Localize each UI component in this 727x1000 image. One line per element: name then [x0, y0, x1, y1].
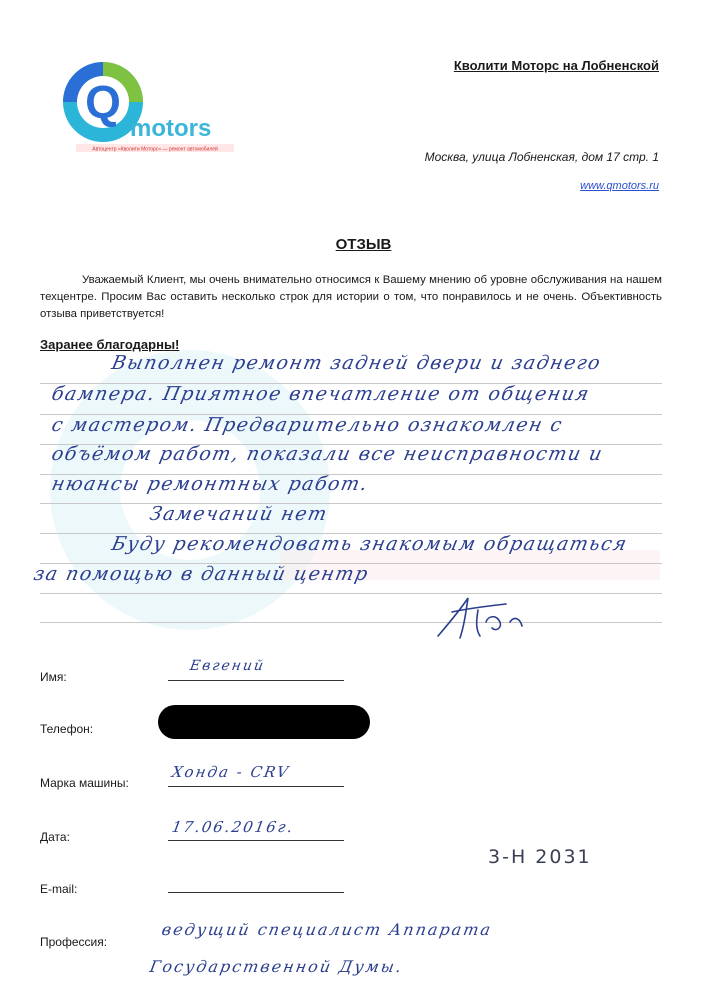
ruled-line — [40, 503, 662, 504]
company-name: Кволити Моторс на Лобненской — [453, 58, 659, 73]
car-line — [168, 786, 344, 787]
signature — [430, 592, 540, 644]
review-line: Замечаний нет — [147, 503, 330, 525]
car-label: Марка машины: — [40, 776, 129, 790]
phone-label: Телефон: — [40, 722, 94, 736]
name-line — [168, 680, 344, 681]
intro-text: Уважаемый Клиент, мы очень внимательно относимся к Вашему мнению об уровне обслуживания на нашем техцентре. Просим Вас оставить несколько строк для истории о том, что понравилось и не очень. Объективность отзыва приветствуется! — [40, 274, 662, 320]
ruled-line — [40, 622, 662, 623]
review-line: за помощью в данный центр — [31, 563, 372, 585]
profession-value-line1: ведущий специалист Аппарата — [160, 920, 494, 939]
watermark-logo — [40, 320, 680, 680]
date-label: Дата: — [40, 830, 70, 844]
company-address: Москва, улица Лобненская, дом 17 стр. 1 — [424, 150, 659, 164]
review-line: нюансы ремонтных работ. — [49, 473, 371, 495]
review-line: бампера. Приятное впечатление от общения — [49, 383, 593, 405]
car-value: Хонда - CRV — [170, 763, 292, 781]
review-line: Выполнен ремонт задней двери и заднего — [109, 352, 604, 374]
review-line: объёмом работ, показали все неисправности и — [49, 443, 606, 465]
redaction-block — [158, 705, 370, 739]
profession-label: Профессия: — [40, 935, 108, 949]
logo-wordmark: motors — [130, 115, 212, 142]
name-value: Евгений — [188, 658, 267, 674]
form-title: ОТЗЫВ — [335, 236, 392, 253]
review-line: с мастером. Предварительно ознакомлен с — [49, 414, 566, 436]
profession-value-line2: Государственной Думы. — [148, 957, 405, 976]
email-label: E-mail: — [40, 882, 78, 896]
website-link[interactable]: www.qmotors.ru — [580, 180, 659, 192]
qmotors-logo — [58, 58, 248, 163]
email-line — [168, 892, 344, 893]
logo-letter: Q — [85, 76, 121, 128]
date-line — [168, 840, 344, 841]
name-label: Имя: — [40, 670, 67, 684]
thanks-heading: Заранее благодарны! — [40, 337, 180, 352]
registration-number: 3-Н 2031 — [488, 846, 592, 868]
date-value: 17.06.2016г. — [170, 818, 296, 836]
logo-tagline: Автоцентр «Кволити Моторс» — ремонт автомобилей — [92, 146, 218, 153]
review-line: Буду рекомендовать знакомым обращаться — [109, 533, 630, 555]
ruled-line — [40, 593, 662, 594]
